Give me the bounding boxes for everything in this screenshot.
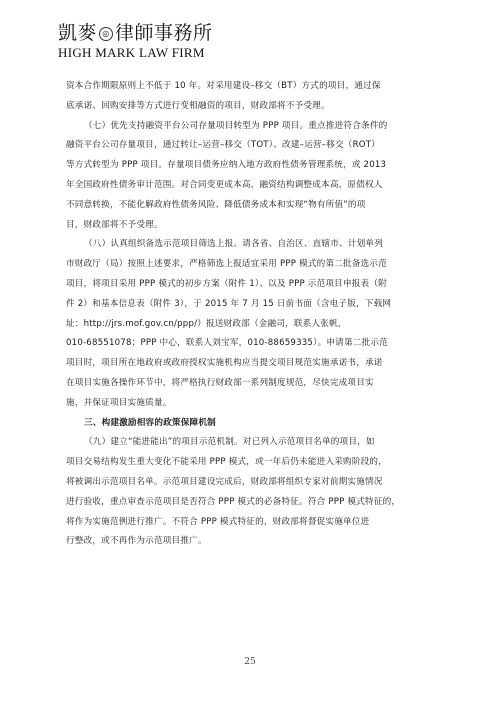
text-line: 市财政厅（局）按照上述要求，严格筛选上报适宜采用 PPP 模式的第二批备选示范: [66, 259, 387, 270]
logo-cn-right: 律師事務所: [115, 22, 213, 44]
text-line: （七）优先支持融资平台公司存量项目转型为 PPP 项目。重点推进符合条件的: [84, 120, 388, 131]
text-line: 将被调出示范项目名单。示范项目建设完成后，财政部将组织专家对前期实施情况: [66, 476, 383, 487]
text-line: 进行验收，重点审查示范项目是否符合 PPP 模式的必备特征。符合 PPP 模式特征的，: [66, 496, 401, 507]
paragraph-bt-projects: [66, 77, 436, 117]
text-line: 等方式转型为 PPP 项目。存量项目债务应纳入地方政府性债务管理系统，或 2013: [66, 160, 387, 171]
text-line: 行整改，或不再作为示范项目推广。: [66, 536, 207, 547]
page-number: 25: [244, 657, 256, 667]
section-heading: 三、构建激励相容的政策保障机制: [84, 417, 216, 428]
logo-english-name: HIGH MARK LAW FIRM: [58, 45, 205, 60]
text-line: 目，财政部将不予受理。: [66, 219, 163, 230]
text-line: （八）认真组织备选示范项目筛选上报。请各省、自治区、直辖市、计划单列: [84, 239, 383, 250]
text-line: 010-68551078；PPP 中心，联系人刘宝军，010-88659335）。申请第二批示范: [66, 338, 388, 349]
logo-emblem-icon: ◎: [99, 27, 113, 41]
law-firm-logo: [58, 22, 258, 61]
paragraph-item-8: [66, 235, 436, 413]
text-line: 底承诺、回购安排等方式进行变相融资的项目，财政部将不予受理。: [66, 100, 330, 111]
text-line: 址：http://jrs.mof.gov.cn/ppp/）报送财政部（金融司，联系人张帆，: [66, 318, 347, 329]
text-line: 项目交易结构发生重大变化不能采用 PPP 模式，或一年后仍未能进入采购阶段的，: [66, 457, 387, 468]
text-line: 项目，将项目采用 PPP 模式的初步方案（附件 1）、以及 PPP 示范项目申报表（附: [66, 278, 387, 289]
text-line: 施，并保证项目实施质量。: [66, 397, 172, 408]
text-line: 融资平台公司存量项目，通过转让–运营–移交（TOT）、改建–运营–移交（ROT）: [66, 140, 380, 151]
text-line: 不同意转换，不能化解政府性债务风险、降低债务成本和实现“物有所值”的项: [66, 199, 366, 210]
document-body: [66, 77, 436, 552]
text-line: 年全国政府性债务审计范围。对合同变更成本高，融资结构调整成本高，原债权人: [66, 179, 383, 190]
logo-cn-left: 凱麥: [58, 22, 98, 44]
paragraph-item-9: [66, 433, 436, 552]
logo-chinese-name: [58, 22, 258, 44]
text-line: 件 2）和基本信息表（附件 3），于 2015 年 7 月 15 日前书面（含电子版，下载网: [66, 298, 392, 309]
text-line: （九）建立“能进能出”的项目示范机制。对已列入示范项目名单的项目，如: [84, 437, 375, 448]
text-line: 资本合作期限原则上不低于 10 年。对采用建设–移交（BT）方式的项目，通过保: [66, 81, 381, 91]
text-line: 将作为实施范例进行推广。不符合 PPP 模式特征的，财政部将督促实施单位进: [66, 516, 370, 527]
paragraph-item-7: [66, 117, 436, 236]
text-line: 项目时，项目所在地政府或政府授权实施机构应当提交项目规范实施承诺书，承诺: [66, 358, 383, 369]
text-line: 在项目实施各操作环节中，将严格执行财政部一系列制度规范，尽快完成项目实: [66, 377, 374, 388]
